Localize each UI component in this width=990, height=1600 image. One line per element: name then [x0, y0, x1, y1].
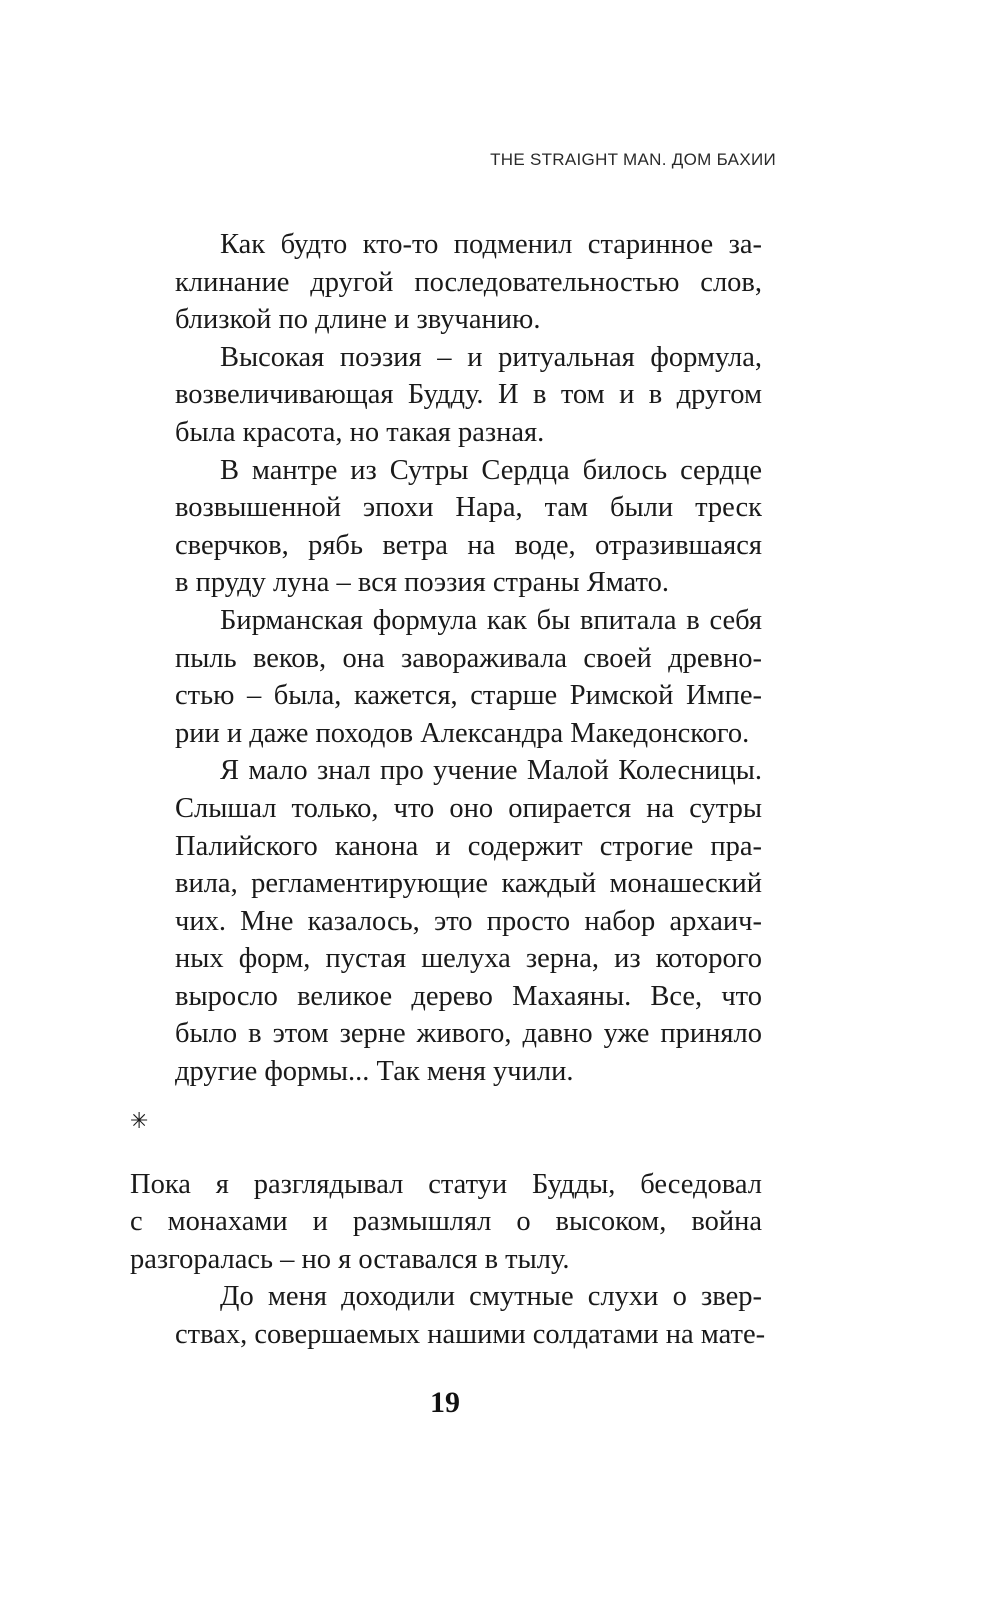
text-line: ных форм, пустая шелуха зерна, из которого [175, 943, 762, 975]
text-line: стью – была, кажется, старше Римской Импе- [175, 680, 762, 712]
text-line: разгоралась – но я оставался в тылу. [130, 1243, 570, 1275]
text-line: была красота, но такая разная. [175, 416, 545, 448]
text-line: в пруду луна – вся поэзия страны Ямато. [175, 567, 670, 599]
text-line: было в этом зерне живого, давно уже приняло [175, 1018, 762, 1050]
text-line: чих. Мне казалось, это просто набор архаич- [175, 905, 762, 937]
running-header: THE STRAIGHT MAN. ДОМ БАХИИ [490, 150, 776, 169]
paragraph [130, 452, 762, 602]
paragraph [130, 752, 762, 1090]
text-line: Бирманская формула как бы впитала в себя [220, 604, 762, 636]
section-separator [130, 1091, 762, 1166]
text-line: Слышал только, что оно опирается на сутры [175, 792, 762, 824]
text-line: ствах, совершаемых нашими солдатами на мате- [175, 1319, 766, 1351]
text-line: возвеличивающая Будду. И в том и в другом [175, 379, 762, 411]
text-line: с монахами и размышлял о высоком, война [130, 1206, 762, 1238]
text-line: вила, регламентирующие каждый монашеский [175, 868, 762, 900]
paragraph [130, 1278, 766, 1353]
paragraph [130, 602, 762, 752]
asterisk-ornament: ✳ [130, 1108, 149, 1134]
text-line: До меня доходили смутные слухи о звер- [220, 1281, 762, 1313]
paragraph [130, 1166, 762, 1279]
text-line: выросло великое дерево Махаяны. Все, что [175, 980, 762, 1012]
text-line: пыль веков, она завораживала своей древно- [175, 642, 762, 674]
body-text [130, 226, 766, 1354]
text-line: Высокая поэзия – и ритуальная формула, [220, 341, 762, 373]
text-line: клинание другой последовательностью слов, [175, 266, 762, 298]
text-line: другие формы... Так меня учили. [175, 1056, 574, 1088]
text-line: Я мало знал про учение Малой Колесницы. [220, 755, 762, 787]
text-line: Как будто кто-то подменил старинное за- [220, 229, 762, 260]
paragraph [130, 339, 762, 452]
text-line: Палийского канона и содержит строгие пра- [175, 830, 762, 862]
text-line: Пока я разглядывал статуи Будды, беседовал [130, 1168, 762, 1200]
page-number: 19 [430, 1386, 460, 1419]
text-line: сверчков, рябь ветра на воде, отразившаяся [175, 529, 762, 561]
text-line: близкой по длине и звучанию. [175, 304, 541, 336]
text-line: В мантре из Сутры Сердца билось сердце [220, 454, 762, 486]
text-line: возвышенной эпохи Нара, там были треск [175, 492, 762, 524]
paragraph [130, 226, 762, 339]
text-line: рии и даже походов Александра Македонского. [175, 717, 750, 749]
